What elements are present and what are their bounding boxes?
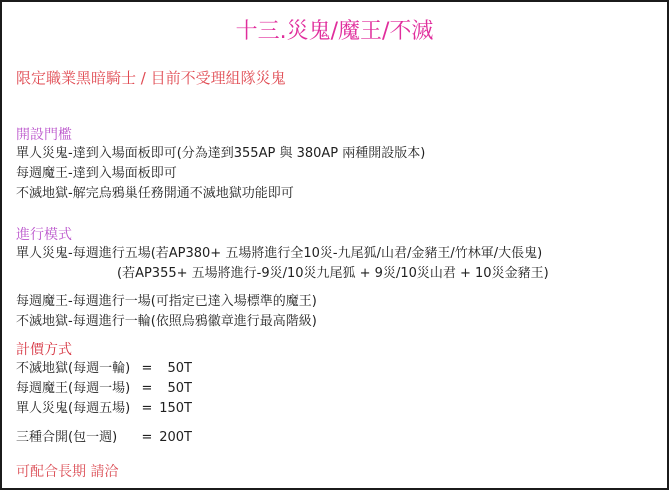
price-label: 每週魔王(每週一場) xyxy=(16,381,131,396)
price-label: 三種合開(包一週) xyxy=(16,430,118,445)
price-label: 不滅地獄(每週一輪) xyxy=(16,361,131,376)
equals-sign: = xyxy=(141,361,153,376)
equals-sign: = xyxy=(141,381,153,396)
mode-line-solo-alt: (若AP355+ 五場將進行-9災/10災九尾狐 + 9災/10災山君 + 10災金豬王) xyxy=(117,266,549,281)
section-header-pricing: 計價方式 xyxy=(16,342,72,358)
threshold-line-immortal-hell: 不滅地獄-解完烏鴉巢任務開通不滅地獄功能即可 xyxy=(16,186,294,201)
price-row-immortal-hell xyxy=(16,359,653,379)
equals-sign: = xyxy=(141,401,153,416)
price-row-solo-calamity xyxy=(16,399,653,419)
threshold-line-weekly-boss: 每週魔王-達到入場面板即可 xyxy=(16,166,177,181)
mode-line-weekly-boss: 每週魔王-每週進行一場(可指定已達入場標準的魔王) xyxy=(16,294,317,309)
price-value: 50T xyxy=(167,381,192,396)
threshold-line-solo: 單人災鬼-達到入場面板即可(分為達到355AP 與 380AP 兩種開設版本) xyxy=(16,146,426,161)
long-term-note: 可配合長期 請洽 xyxy=(16,464,119,480)
price-value: 150T xyxy=(159,401,192,416)
price-value: 50T xyxy=(167,361,192,376)
section-header-threshold: 開設門檻 xyxy=(16,127,72,143)
mode-line-solo: 單人災鬼-每週進行五場(若AP380+ 五場將進行全10災-九尾狐/山君/金豬王/竹林軍/大倀鬼) xyxy=(16,246,543,261)
restriction-note: 限定職業黑暗騎士 / 目前不受理組隊災鬼 xyxy=(16,69,286,87)
mode-line-immortal-hell: 不滅地獄-每週進行一輪(依照烏鴉徽章進行最高階級) xyxy=(16,314,317,329)
section-header-mode: 進行模式 xyxy=(16,227,72,243)
equals-sign: = xyxy=(141,430,153,445)
price-row-weekly-boss xyxy=(16,379,653,399)
price-value: 200T xyxy=(159,430,192,445)
page-title: 十三.災鬼/魔王/不滅 xyxy=(235,19,434,44)
price-label: 單人災鬼(每週五場) xyxy=(16,401,131,416)
price-row-bundle xyxy=(16,428,653,448)
